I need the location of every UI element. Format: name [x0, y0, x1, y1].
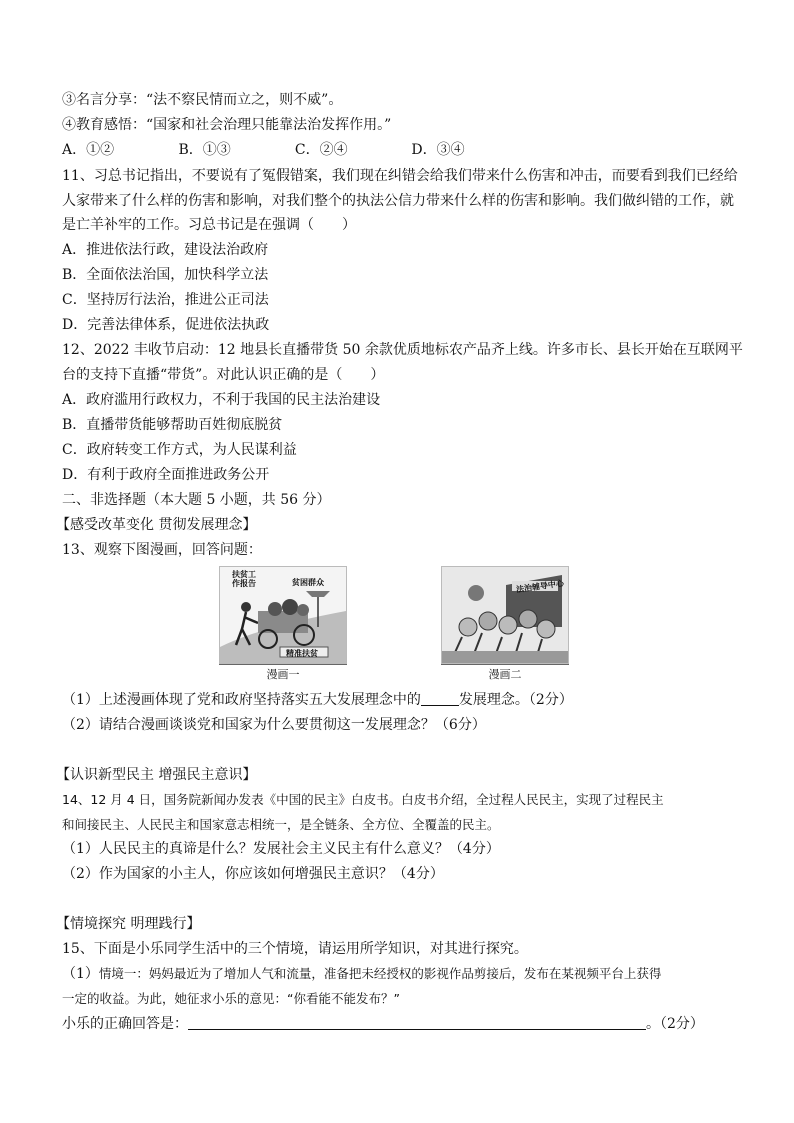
- q10-options: [62, 140, 465, 160]
- q10-option-b: B．①③: [178, 142, 231, 158]
- cartoon-1-caption: 漫画一: [266, 668, 300, 681]
- q13-stem: 13、观察下图漫画，回答问题：: [62, 542, 262, 558]
- q10-option-c: C．②④: [294, 142, 348, 158]
- cartoon-2-tag-center: 法治辅导中心: [515, 578, 565, 595]
- q14-sub-1: （1）人民民主的真谛是什么？发展社会主义民主有什么意义？（4分）: [62, 841, 500, 857]
- q15-stem: 15、下面是小乐同学生活中的三个情境，请运用所学知识，对其进行探究。: [62, 941, 528, 957]
- q13-sub-1-text-a: （1）上述漫画体现了党和政府坚持落实五大发展理念中的: [62, 692, 421, 708]
- q15-scenario-1-line-1: [62, 964, 661, 984]
- q13-sub-1-text-b: 发展理念。（2分）: [458, 692, 573, 708]
- cartoon-1-tag-poor: 贫困群众: [292, 578, 324, 587]
- q12-line-2: 台的支持下直播“带货”。对此认识正确的是（ ）: [62, 367, 385, 383]
- q12-option-a: A．政府滥用行政权力，不利于我国的民主法治建设: [62, 392, 381, 408]
- q11-option-b: B．全面依法治国，加快科学立法: [62, 267, 269, 283]
- q11-line-2: 人家带来了什么样的伤害和影响，对我们整个的执法公信力带来什么样的伤害和影响。我们做纠错的工作，就: [62, 193, 734, 209]
- section-2-title: 二、非选择题（本大题 5 小题，共 56 分）: [62, 492, 331, 508]
- theme-heading-2: 【认识新型民主 增强民主意识】: [56, 767, 257, 783]
- q12-option-d: D．有利于政府全面推进政务公开: [62, 467, 270, 483]
- cartoon-2-underline: [441, 664, 569, 665]
- item-3-text: ③名言分享：“法不察民情而立之，则不威”。: [62, 92, 343, 108]
- cartoon-2-caption: 漫画二: [488, 668, 522, 681]
- q12-option-c: C．政府转变工作方式，为人民谋利益: [62, 442, 297, 458]
- q11-line-3: 是亡羊补牢的工作。习总书记是在强调（ ）: [62, 217, 356, 233]
- cartoon-1-image: [219, 566, 347, 664]
- q15-answer-suffix: 。（2分）: [646, 1016, 704, 1032]
- q11-option-a: A．推进依法行政，建设法治政府: [62, 242, 269, 258]
- cartoon-1: [219, 566, 347, 680]
- q12-line-1: 12、2022 丰收节启动：12 地县长直播带货 50 余款优质地标农产品齐上线。许多市长、县长开始在互联网平: [62, 342, 743, 358]
- cartoon-2-image: [441, 566, 569, 664]
- q14-sub-2: （2）作为国家的小主人，你应该如何增强民主意识？（4分）: [62, 866, 444, 882]
- q10-option-a: A．①②: [62, 142, 115, 158]
- q14-line-2: 和间接民主、人民民主和国家意志相统一，是全链条、全方位、全覆盖的民主。: [62, 817, 500, 832]
- item-4-text: ④教育感悟：“国家和社会治理只能靠法治发挥作用。”: [62, 117, 392, 133]
- cartoon-1-tag-report: 扶贫工作报告: [232, 570, 256, 588]
- q12-option-b: B．直播带货能够帮助百姓彻底脱贫: [62, 417, 283, 433]
- theme-heading-3: 【情境探究 明理践行】: [56, 916, 201, 932]
- cartoon-1-underline: [219, 664, 347, 665]
- q11-option-d: D．完善法律体系，促进依法执政: [62, 317, 270, 333]
- cartoon-2: [441, 566, 569, 680]
- q15-answer-blank[interactable]: [188, 1015, 646, 1030]
- q11-line-1: 11、习总书记指出，不要说有了冤假错案，我们现在纠错会给我们带来什么伤害和冲击，而要看到我们已经给: [62, 168, 738, 184]
- q15-answer-prefix: 小乐的正确回答是：: [62, 1016, 188, 1032]
- q15-scenario-1-line-2: 一定的收益。为此，她征求小乐的意见：“你看能不能发布？”: [62, 991, 400, 1006]
- q10-option-d: D．③④: [411, 142, 465, 158]
- q11-option-c: C．坚持厉行法治，推进公正司法: [62, 292, 269, 308]
- q13-answer-blank[interactable]: [421, 691, 459, 706]
- cartoon-1-tag-targeted: 精准扶贫: [286, 649, 318, 658]
- q13-sub-2: （2）请结合漫画谈谈党和国家为什么要贯彻这一发展理念？（6分）: [62, 717, 486, 733]
- theme-heading-1: 【感受改革变化 贯彻发展理念】: [56, 517, 257, 533]
- q15-answer-line: [62, 1014, 704, 1034]
- q14-line-1: 14、12 月 4 日，国务院新闻办发表《中国的民主》白皮书。白皮书介绍，全过程人民民主，实现了过程民主: [62, 792, 664, 807]
- q15-scenario-1-text-1: 情境一：妈妈最近为了增加人气和流量，准备把未经授权的影视作品剪接后，发布在某视频平台上获得: [98, 966, 662, 981]
- q13-sub-1: [62, 690, 573, 710]
- q15-scenario-1-label: （1）: [62, 966, 99, 982]
